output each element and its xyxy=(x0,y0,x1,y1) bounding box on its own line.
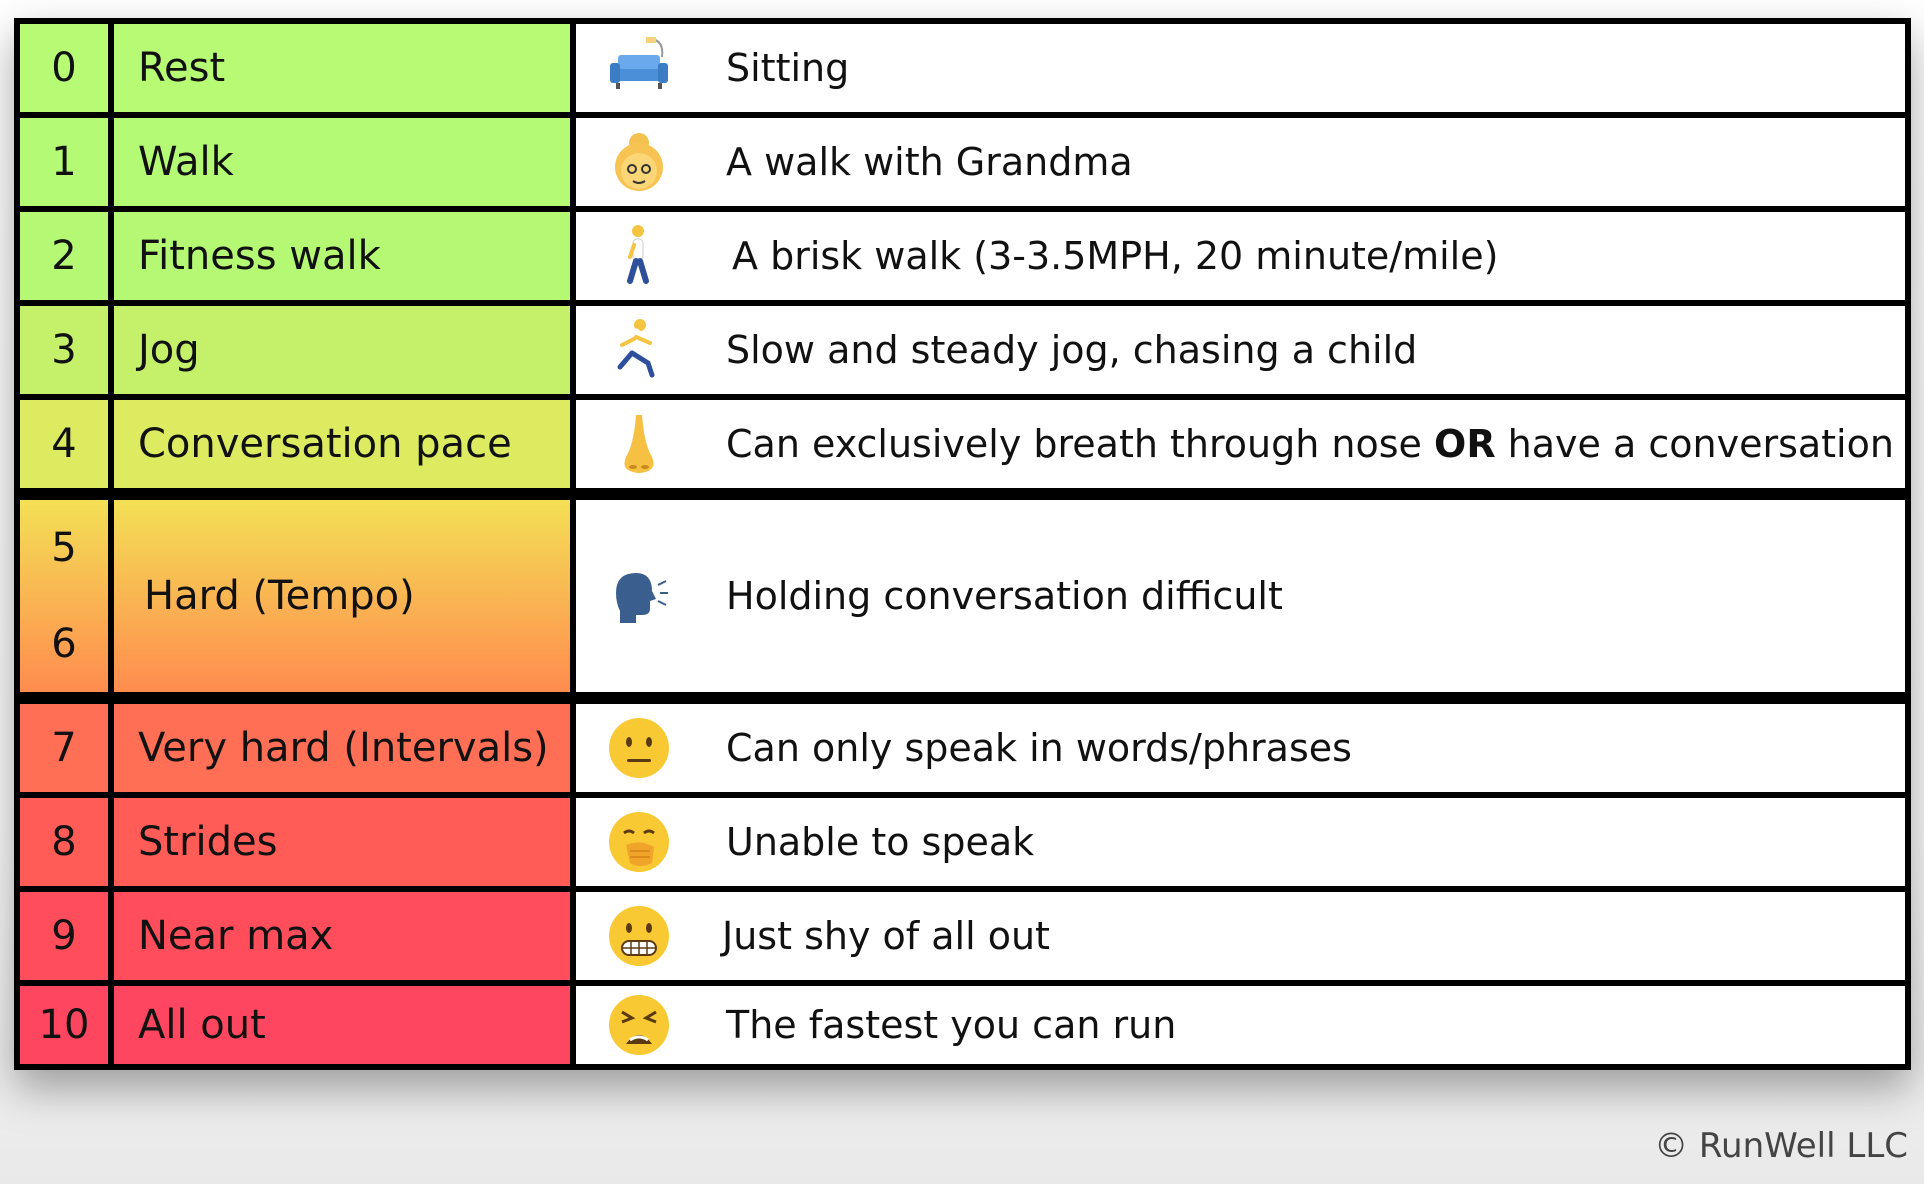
level-name: Hard (Tempo) xyxy=(114,500,570,692)
table-row xyxy=(14,798,1911,886)
table-row xyxy=(14,212,1911,300)
level-number: 4 xyxy=(20,400,108,488)
level-number: 1 xyxy=(20,118,108,206)
person-running-icon xyxy=(606,317,672,383)
description-text-end: have a conversation xyxy=(1495,422,1894,466)
effort-scale-table xyxy=(14,18,1911,1070)
level-number: 7 xyxy=(20,704,108,792)
level-number: 2 xyxy=(20,212,108,300)
grimacing-face-icon xyxy=(606,903,672,969)
couch-icon xyxy=(606,35,672,101)
table-row xyxy=(14,400,1911,488)
description-text: The fastest you can run xyxy=(726,1003,1177,1047)
level-name: Conversation pace xyxy=(114,400,570,488)
level-description xyxy=(576,798,1905,886)
description-bold-or: OR xyxy=(1434,422,1496,466)
level-description xyxy=(576,212,1905,300)
description-text xyxy=(726,422,1894,466)
level-description xyxy=(576,500,1905,692)
level-description xyxy=(576,24,1905,112)
level-name: Jog xyxy=(114,306,570,394)
hand-over-mouth-face-icon xyxy=(606,809,672,875)
level-name: Near max xyxy=(114,892,570,980)
level-name: Strides xyxy=(114,798,570,886)
copyright-notice: © RunWell LLC xyxy=(1654,1126,1908,1166)
description-text: Unable to speak xyxy=(726,820,1035,864)
level-number: 6 xyxy=(51,621,77,667)
neutral-face-icon xyxy=(606,715,672,781)
grandma-icon xyxy=(606,129,672,195)
table-row xyxy=(14,118,1911,206)
level-number-range xyxy=(20,500,108,692)
level-number: 5 xyxy=(51,525,77,571)
description-text: Slow and steady jog, chasing a child xyxy=(726,328,1418,372)
level-name: All out xyxy=(114,986,570,1064)
description-text: Holding conversation difficult xyxy=(726,574,1283,618)
table-row xyxy=(14,500,1911,692)
tired-face-icon xyxy=(606,992,672,1058)
level-number: 9 xyxy=(20,892,108,980)
table-row xyxy=(14,892,1911,980)
table-row xyxy=(14,24,1911,112)
level-description xyxy=(576,306,1905,394)
level-description xyxy=(576,986,1905,1064)
description-text: Can only speak in words/phrases xyxy=(726,726,1352,770)
description-text: A walk with Grandma xyxy=(726,140,1133,184)
description-text: A brisk walk (3-3.5MPH, 20 minute/mile) xyxy=(732,234,1499,278)
level-number: 8 xyxy=(20,798,108,886)
level-description xyxy=(576,400,1905,488)
level-description xyxy=(576,118,1905,206)
level-number: 0 xyxy=(20,24,108,112)
person-walking-icon xyxy=(606,223,672,289)
description-text-start: Can exclusively breath through nose xyxy=(726,422,1435,466)
description-text: Sitting xyxy=(726,46,850,90)
level-name: Fitness walk xyxy=(114,212,570,300)
level-name: Walk xyxy=(114,118,570,206)
table-row xyxy=(14,704,1911,792)
level-name: Rest xyxy=(114,24,570,112)
level-description xyxy=(576,704,1905,792)
table-row xyxy=(14,306,1911,394)
level-name: Very hard (Intervals) xyxy=(114,704,570,792)
speaking-head-icon xyxy=(606,563,672,629)
table-row xyxy=(14,986,1911,1064)
level-description xyxy=(576,892,1905,980)
description-text: Just shy of all out xyxy=(722,914,1050,958)
nose-icon xyxy=(606,411,672,477)
level-number: 10 xyxy=(20,986,108,1064)
level-number: 3 xyxy=(20,306,108,394)
